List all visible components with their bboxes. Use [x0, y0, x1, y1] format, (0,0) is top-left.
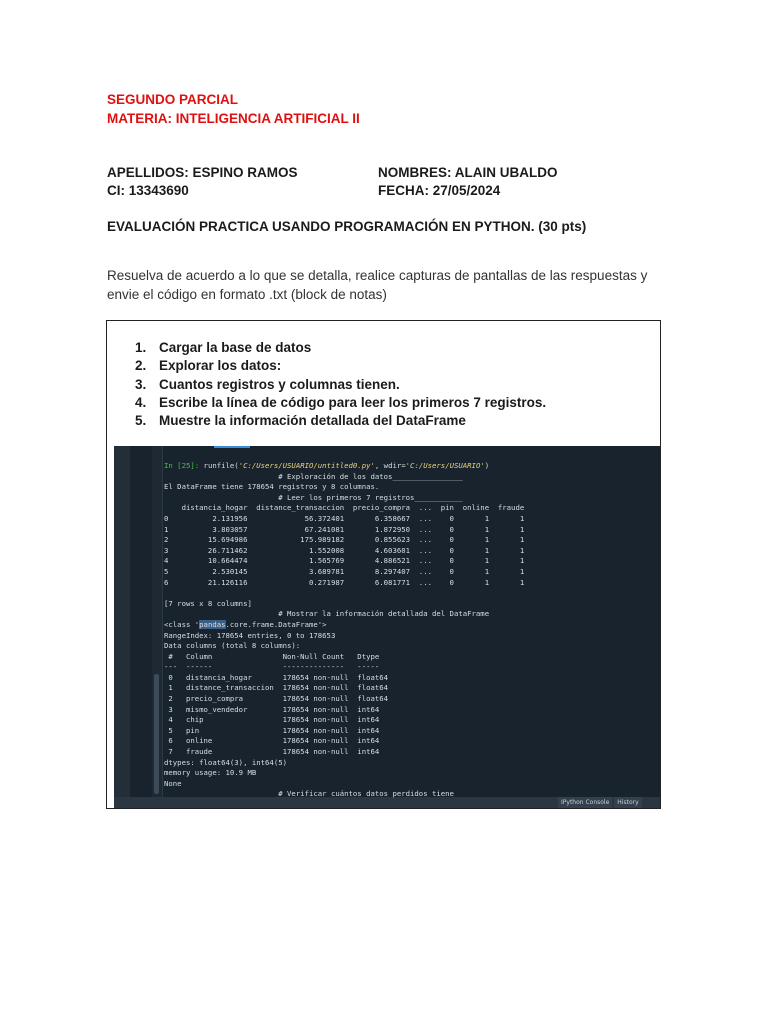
info-row: 3 mismo_vendedor 178654 non-null int64 [164, 704, 380, 714]
task-item [135, 339, 546, 357]
table-row: 1 3.803057 67.241081 1.872950 ... 0 1 1 [164, 524, 525, 534]
task-text: Cargar la base de datos [159, 340, 312, 355]
tab-ipython-console[interactable]: IPython Console [558, 797, 612, 808]
console-line: memory usage: 10.9 MB [164, 768, 257, 778]
console-line: RangeIndex: 178654 entries, 0 to 178653 [164, 630, 336, 640]
names-field: NOMBRES: ALAIN UBALDO [378, 165, 558, 180]
table-row: 3 26.711462 1.552008 4.603601 ... 0 1 1 [164, 545, 525, 555]
console-cmd: , wdir= [374, 461, 406, 470]
console-line: <class ' [164, 619, 200, 629]
console-path: 'C:/Users/USUARIO' [405, 461, 485, 470]
table-row: 6 21.126116 0.271987 6.081771 ... 0 1 1 [164, 577, 525, 587]
table-row: 2 15.694986 175.989182 0.855623 ... 0 1 1 [164, 535, 525, 545]
console-line: dtypes: float64(3), int64(5) [164, 757, 288, 767]
console-line: # Verificar cuántos datos perdidos tiene [164, 789, 454, 799]
highlighted-text: pandas [199, 619, 226, 629]
evaluation-title: EVALUACIÓN PRACTICA USANDO PROGRAMACIÓN EN PYTHON. (30 pts) [107, 219, 587, 234]
console-line: None [164, 778, 182, 788]
console-line: [7 rows x 8 columns] [164, 598, 252, 608]
console-path: 'C:/Users/USUARIO/untitled0.py' [238, 461, 375, 470]
task-item [135, 376, 546, 394]
console-line: .core.frame.DataFrame'> [225, 619, 327, 629]
console-line: # Exploración de los datos________________ [164, 471, 463, 481]
task-number: 3. [135, 376, 147, 392]
console-line: El DataFrame tiene 178654 registros y 8 columnas. [164, 482, 380, 492]
console-left-panel [114, 446, 130, 808]
ci-field: CI: 13343690 [107, 183, 189, 198]
instructions-paragraph: Resuelva de acuerdo a lo que se detalla, realice capturas de pantallas de las respuestas y envie el código en formato .txt (block de notas) [107, 268, 648, 302]
task-list [135, 339, 546, 430]
table-row: 4 10.664474 1.565769 4.886521 ... 0 1 1 [164, 556, 525, 566]
console-prompt: In [25]: [164, 461, 200, 470]
table-row: 5 2.530145 3.689781 8.297407 ... 0 1 1 [164, 566, 525, 576]
info-row: 4 chip 178654 non-null int64 [164, 715, 380, 725]
task-text: Escribe la línea de código para leer los primeros 7 registros. [159, 394, 547, 410]
task-text: Muestre la información detallada del DataFrame [159, 413, 466, 429]
info-row: 0 distancia_hogar 178654 non-null float64 [164, 672, 389, 682]
table-row: 0 2.131956 56.372401 6.358667 ... 0 1 1 [164, 513, 525, 523]
tab-history[interactable]: History [614, 797, 641, 808]
info-row: 1 distance_transaccion 178654 non-null float64 [164, 683, 389, 693]
task-number: 1. [135, 340, 147, 355]
task-item [135, 394, 546, 412]
table-header: distancia_hogar distance_transaccion precio_compra ... pin online fraude [164, 503, 525, 513]
info-separator: --- ------ -------------- ----- [164, 662, 380, 672]
console-line: # Leer los primeros 7 registros___________ [164, 492, 463, 502]
task-number: 5. [135, 413, 147, 429]
console-cmd: ) [484, 461, 490, 470]
console-output [164, 461, 524, 800]
task-text: Cuantos registros y columnas tienen. [159, 376, 400, 392]
task-number: 2. [135, 358, 147, 374]
console-line: Data columns (total 8 columns): [164, 641, 301, 651]
console-cmd: runfile( [199, 461, 239, 470]
info-row: 6 online 178654 non-null int64 [164, 736, 380, 746]
date-field: FECHA: 27/05/2024 [378, 183, 501, 198]
info-row: 5 pin 178654 non-null int64 [164, 725, 380, 735]
info-row: 2 precio_compra 178654 non-null float64 [164, 694, 389, 704]
info-row: 7 fraude 178654 non-null int64 [164, 747, 380, 757]
console-line: # Mostrar la información detallada del DataFrame [164, 609, 490, 619]
console-scroll-thumb[interactable] [154, 674, 159, 794]
info-header: # Column Non-Null Count Dtype [164, 651, 380, 661]
task-item [135, 357, 546, 375]
task-text: Explorar los datos: [159, 358, 282, 374]
task-number: 4. [135, 394, 147, 410]
active-tab-indicator [214, 446, 250, 448]
surname-field: APELLIDOS: ESPINO RAMOS [107, 165, 298, 180]
task-item [135, 412, 546, 430]
exam-title: SEGUNDO PARCIAL [107, 92, 239, 107]
subject-title: MATERIA: INTELIGENCIA ARTIFICIAL II [107, 111, 360, 126]
